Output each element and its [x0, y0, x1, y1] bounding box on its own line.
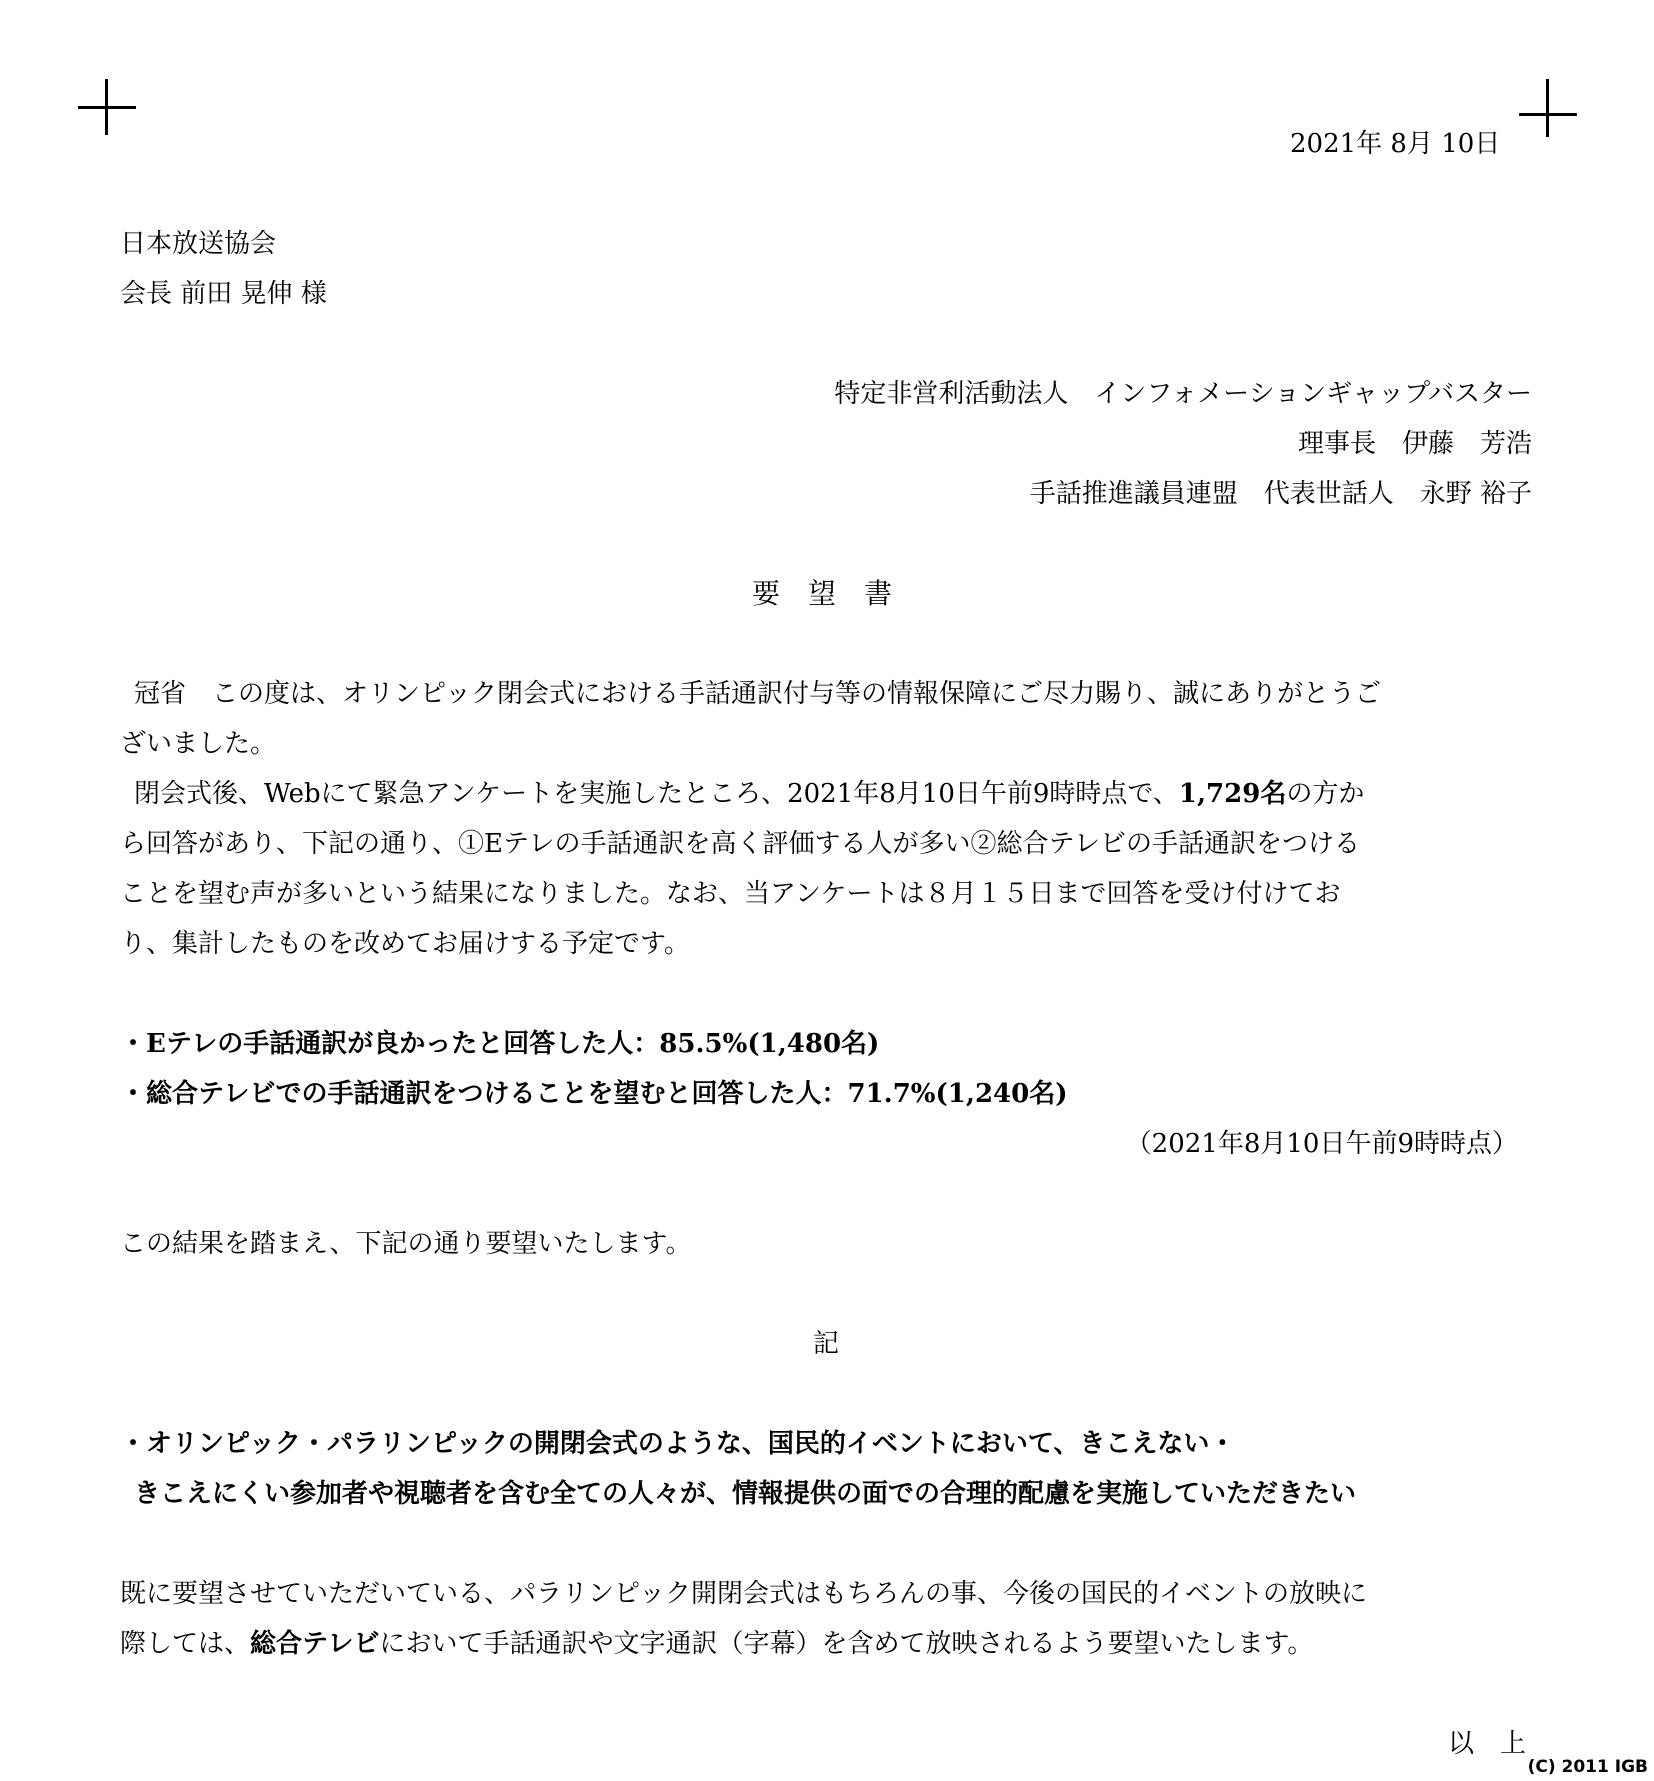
sender-chairman: 理事長 伊藤 芳浩 [1297, 429, 1532, 459]
ijou-closing: 以 上 [1448, 1729, 1527, 1759]
ki-heading: 記 [813, 1329, 840, 1359]
intro-line-1: 冠省 この度は、オリンピック閉会式における手話通訳付与等の情報保障にご尽力賜り、誠にありがとうご [134, 679, 1381, 709]
intro-line-2: ざいました。 [120, 729, 277, 759]
recipient-person: 会長 前田 晃伸 様 [120, 279, 327, 309]
intro-line-3 [134, 778, 1364, 810]
closing-line-1: 既に要望させていただいている、パラリンピック開閉会式はもちろんの事、今後の国民的イベントの放映に [120, 1579, 1367, 1609]
result-item-general-tv: ・総合テレビでの手話通訳をつけることを望むと回答した人：71.7%(1,240名) [120, 1079, 1068, 1109]
request-line-2: きこえにくい参加者や視聴者を含む全ての人々が、情報提供の面での合理的配慮を実施していただきたい [134, 1479, 1357, 1509]
intro-line-4 [120, 828, 1360, 860]
intro-line-4-text-b: ①Eテレの手話通訳を高く評価する人が多い②総合テレビの手話通訳をつける [458, 829, 1360, 859]
respondent-count: 1,729名 [1178, 779, 1287, 809]
intro-line-4-text-a: ら回答があり、下記の通り、 [120, 829, 459, 859]
sender-organization: 特定非営利活動法人 インフォメーションギャップバスター [834, 379, 1532, 409]
results-timestamp-note: （2021年8月10日午前9時時点） [1125, 1129, 1518, 1159]
document-date: 2021年 8月 10日 [1290, 129, 1501, 159]
closing-general-tv: 総合テレビ [250, 1629, 380, 1659]
request-intro: この結果を踏まえ、下記の通り要望いたします。 [120, 1229, 692, 1259]
recipient-org: 日本放送協会 [120, 229, 277, 259]
intro-line-3-text-b: の方か [1286, 779, 1365, 809]
intro-line-6: り、集計したものを改めてお届けする予定です。 [120, 929, 690, 959]
document-title: 要 望 書 [752, 577, 893, 610]
closing-line-2-text-c: において手話通訳や文字通訳（字幕）を含めて放映されるよう要望いたします。 [379, 1629, 1314, 1659]
sender-representative: 手話推進議員連盟 代表世話人 永野 裕子 [1029, 479, 1532, 509]
closing-line-2 [120, 1628, 1313, 1660]
closing-line-2-text-a: 際しては、 [120, 1629, 251, 1659]
request-line-1: ・オリンピック・パラリンピックの開閉会式のような、国民的イベントにおいて、きこえない・ [120, 1429, 1236, 1459]
copyright-notice: (C) 2011 IGB [1527, 1757, 1648, 1777]
result-item-etv: ・Eテレの手話通訳が良かったと回答した人：85.5%(1,480名) [120, 1029, 880, 1059]
intro-line-5: ことを望む声が多いという結果になりました。なお、当アンケートは８月１５日まで回答を受け付けてお [120, 879, 1341, 909]
intro-line-3-text-a: 閉会式後、Webにて緊急アンケートを実施したところ、2021年8月10日午前9時時点で、 [134, 779, 1179, 809]
